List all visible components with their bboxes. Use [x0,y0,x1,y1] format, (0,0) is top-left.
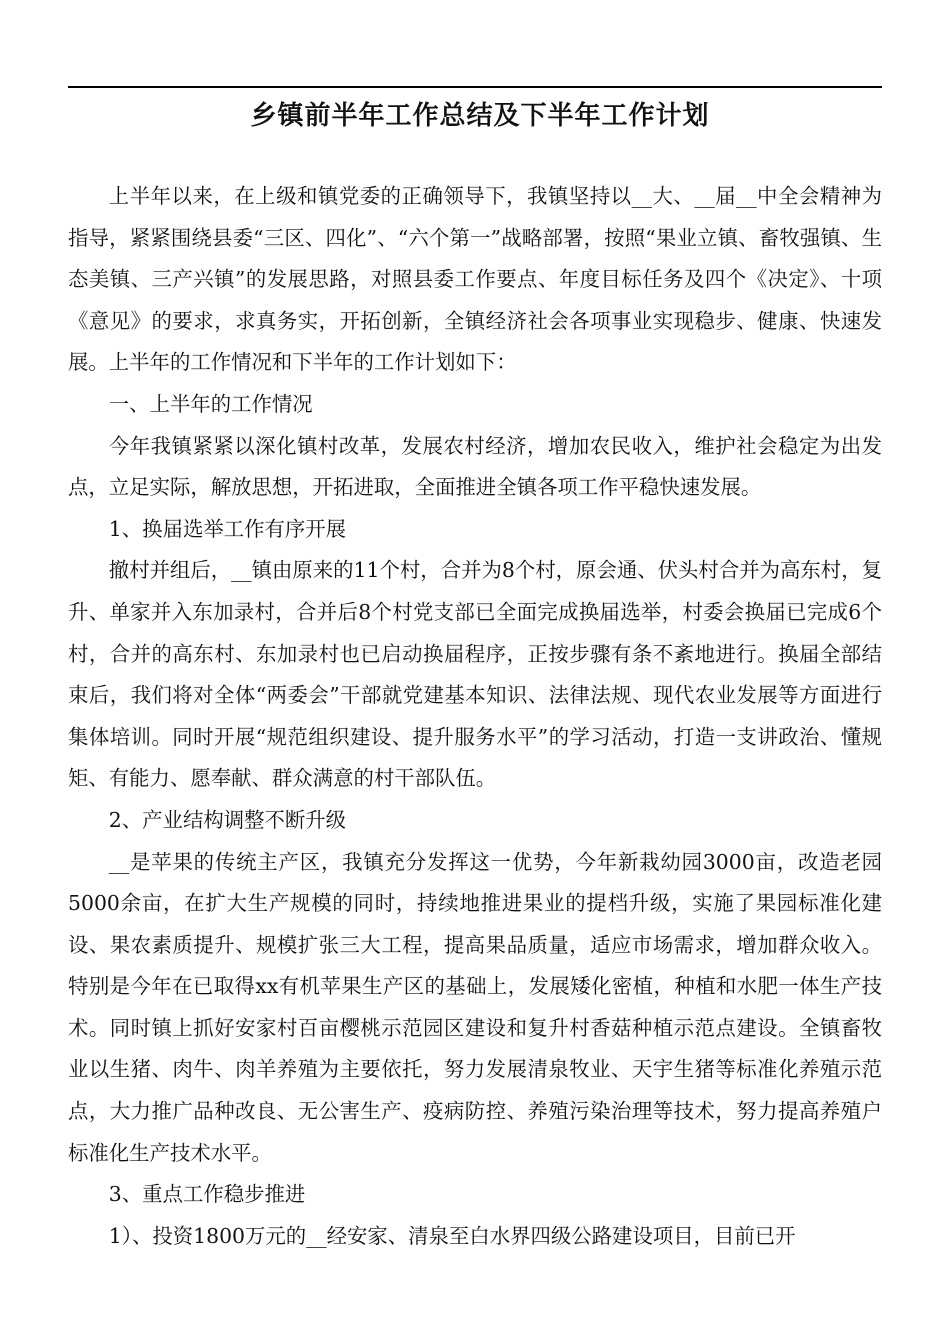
intro-paragraph: 上半年以来，在上级和镇党委的正确领导下，我镇坚持以__大、__届__中全会精神为指导，紧紧围绕县委“三区、四化”、“六个第一”战略部署，按照“果业立镇、畜牧强镇、生态美镇、三产兴镇”的发展思路，对照县委工作要点、年度目标任务及四个《决定》、十项《意见》的要求，求真务实，开拓创新，全镇经济社会各项事业实现稳步、健康、快速发展。上半年的工作情况和下半年的工作计划如下： [68,184,882,375]
document-title: 乡镇前半年工作总结及下半年工作计划 [250,101,710,131]
section-overview-paragraph: 今年我镇紧紧以深化镇村改革，发展农村经济，增加农民收入，维护社会稳定为出发点，立足实际，解放思想，开拓进取，全面推进全镇各项工作平稳快速发展。 [68,433,882,500]
subheading-election: 1、换届选举工作有序开展 [108,516,347,541]
key-work-item-1: 1）、投资1800万元的__经安家、清泉至白水界四级公路建设项目，目前已开 [108,1223,796,1248]
document-body [68,176,882,1257]
subheading-industry: 2、产业结构调整不断升级 [108,807,347,832]
section-heading-first-half: 一、上半年的工作情况 [108,391,313,416]
industry-paragraph: __是苹果的传统主产区，我镇充分发挥这一优势，今年新栽幼园3000亩，改造老园5000余亩，在扩大生产规模的同时，持续地推进果业的提档升级，实施了果园标准化建设、果农素质提升、规模扩张三大工程，提高果品质量，适应市场需求，增加群众收入。特别是今年在已取得xx有机苹果生产区的基础上，发展矮化密植，种植和水肥一体生产技术。同时镇上抓好安家村百亩樱桃示范园区建设和复升村香菇种植示范点建设。全镇畜牧业以生猪、肉牛、肉羊养殖为主要依托，努力发展清泉牧业、天宇生猪等标准化养殖示范点，大力推广品种改良、无公害生产、疫病防控、养殖污染治理等技术，努力提高养殖户标准化生产技术水平。 [68,849,882,1165]
document-page [68,0,882,1344]
header-rule [68,86,882,88]
election-paragraph: 撤村并组后，__镇由原来的11个村，合并为8个村，原会通、伏头村合并为高东村，复升、单家并入东加录村，合并后8个村党支部已全面完成换届选举，村委会换届已完成6个村，合并的高东村、东加录村也已启动换届程序，正按步骤有条不紊地进行。换届全部结束后，我们将对全体“两委会”干部就党建基本知识、法律法规、现代农业发展等方面进行集体培训。同时开展“规范组织建设、提升服务水平”的学习活动，打造一支讲政治、懂规矩、有能力、愿奉献、群众满意的村干部队伍。 [68,558,882,791]
subheading-key-work: 3、重点工作稳步推进 [108,1182,306,1207]
